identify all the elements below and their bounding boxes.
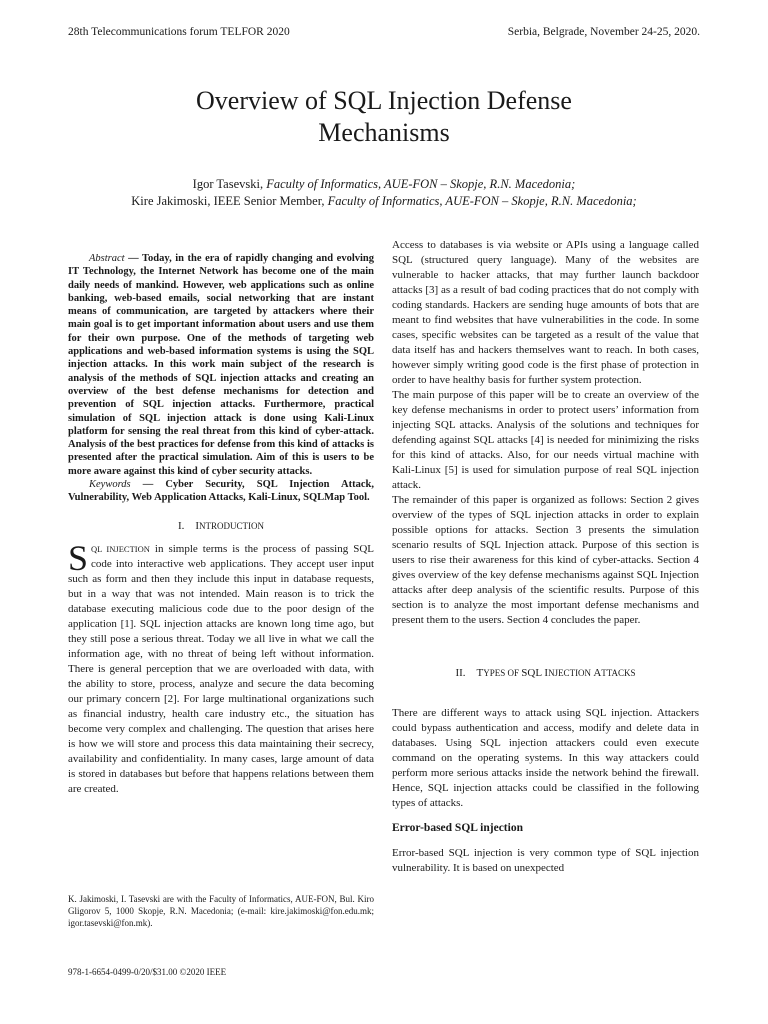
right-paragraph-4: There are different ways to attack using SQL injection. Attackers could bypass authentication and access, modify and delete data in databases. Using SQL injection attackers could even execute command on the operating systems. In this way attackers could perform more serious attacks inside the network behind the firewall. Hence, SQL injection attacks could be classified in the following types of attacks. xyxy=(392,707,699,809)
section-2-heading: II. TYPES OF SQL INJECTION ATTACKS xyxy=(455,667,636,679)
paper-title xyxy=(0,85,768,149)
keywords xyxy=(68,478,374,505)
author-1-affiliation: Faculty of Informatics, AUE-FON – Skopje, R.N. Macedonia; xyxy=(266,177,576,191)
intro-lead-caps: QL INJECTION xyxy=(91,543,150,554)
author-block xyxy=(0,176,768,210)
right-paragraph-3: The remainder of this paper is organized as follows: Section 2 gives overview of the types of SQL injection attacks in order to explain possible options for attacks. Section 3 presents the simulation scenario results of SQL Injection attack. Purpose of this section is users to rise their awareness for this kind of cyber-attacks. Section 4 gives overview of the key defense mechanisms against SQL Injection attacks after deep analysis of the scientific results. Purpose of this section is to analyze the most important defense mechanisms and present them to the users. Section 4 concludes the paper. xyxy=(392,494,699,626)
section-1-heading: I. INTRODUCTION xyxy=(177,519,265,532)
right-paragraph-1: Access to databases is via website or APIs using a language called SQL (structured query language). Many of the websites are vulnerable to hacker attacks, that may further launch backdoor attacks [3] as a result of bad coding practices that do not comply with coding standards. Hackers are sending huge amounts of bots that are meant to find websites that have vulnerabilities in the code. In some cases, specific websites can be targeted as a result of the value that data itself has and hackers themselves want to reach. In both cases, however simply writing good code is the first phase of protection in order to have healthy basis for further system protection. xyxy=(392,239,699,386)
right-paragraph-2: The main purpose of this paper will be to create an overview of the key defense mechanisms in order to protect users’ information from injecting SQL attacks. Analysis of the solutions and techniques for defending against SQL attacks [4] is needed for minimizing the risks for this kind of attacks. Also, for our needs virtual machine with Kali-Linux [5] is used for simulation purpose of real SQL injection attack. xyxy=(392,389,699,491)
author-2 xyxy=(0,193,768,210)
isbn-copyright: 978-1-6654-0499-0/20/$31.00 ©2020 IEEE xyxy=(68,967,227,977)
left-column xyxy=(68,252,374,797)
abstract-text: — Today, in the era of rapidly changing and evolving IT Technology, the Internet Network has become one of the main daily needs of mankind. However, web applications such as online banking, web-based emails, social networking that are instant means of communication, are targeted by attackers where their main goal is to get important information about users and use them for their own purpose. One of the methods of targeting web applications and web-based information systems is using the SQL injection attacks. In this work main subject of the research is analysis of the methods of SQL injection attacks and creating an overview of the best defense mechanisms for detection and prevention of SQL injection attacks. Furthermore, practical simulation of SQL injection attack is done using Kali-Linux platform for sensing the real threat from this kind of cyber-attack. Analysis of the best practices for defense from this kind of attacks is presented after the practical simulation. Aim of this is users to be more aware against this kind of cyber security attacks. xyxy=(68,253,374,477)
abstract-label: Abstract xyxy=(89,253,125,264)
error-based-subheading: Error-based SQL injection xyxy=(392,822,523,834)
drop-cap: S xyxy=(68,537,89,578)
title-line-1: Overview of SQL Injection Defense xyxy=(196,86,572,115)
title-line-2: Mechanisms xyxy=(318,118,450,147)
keywords-text: — Cyber Security, SQL Injection Attack, Vulnerability, Web Application Attacks, Kali-Linux, SQLMap Tool. xyxy=(68,479,374,504)
author-1 xyxy=(0,176,768,193)
header-location-date: Serbia, Belgrade, November 24-25, 2020. xyxy=(507,26,700,38)
author-2-affiliation: Faculty of Informatics, AUE-FON – Skopje, R.N. Macedonia; xyxy=(327,194,637,208)
author-footnote: K. Jakimoski, I. Tasevski are with the Faculty of Informatics, AUE-FON, Bul. Kiro Gligorov 5, 1000 Skopje, R.N. Macedonia; (e-mail: kire.jakimoski@fon.edu.mk; igor.tasevski@fon.mk). xyxy=(68,894,374,928)
intro-paragraph xyxy=(68,537,374,797)
right-paragraph-5: Error-based SQL injection is very common type of SQL injection vulnerability. It is based on unexpected xyxy=(392,847,699,874)
right-column xyxy=(392,238,699,876)
header-conference: 28th Telecommunications forum TELFOR 2020 xyxy=(68,26,290,38)
keywords-label: Keywords xyxy=(89,479,131,491)
author-2-name: Kire Jakimoski, IEEE Senior Member, xyxy=(131,194,328,208)
abstract xyxy=(68,252,374,478)
intro-text: in simple terms is the process of passing SQL code into interactive web applications. They accept user input such as form and then they include this input in database requests, but in a way that was not intended. Main reason is to trick the database executing malicious code due to the poor design of the application [1]. SQL injection attacks are known long time ago, but they still pose a serious threat. Today we all live in what we call the information age, with no threat of being left without information. There is general perception that we are overloaded with data, with the ability to store, process, analyze and secure the data becoming our primary concern [2]. For large multinational organizations such as financial industry, health care industry etc., the situation has become very complex and challenging. The question that arises here is how we will store and process this data maintaining their secrecy, availability and confidentiality. In many cases, large amount of data is stored in databases but before that happens relations between them are created. xyxy=(68,542,374,795)
author-1-name: Igor Tasevski, xyxy=(192,177,267,191)
